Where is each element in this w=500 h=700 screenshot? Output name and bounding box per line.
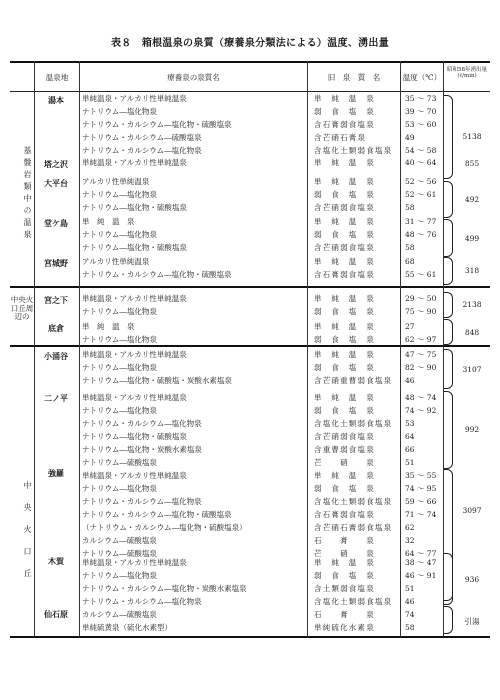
- old-name-cell: 弱 食 塩 泉: [314, 484, 375, 493]
- temperature-cell: 32: [405, 536, 415, 545]
- temperature-cell: 64: [405, 432, 415, 441]
- temperature-cell: 55 〜 61: [405, 270, 437, 279]
- group-periphery: 中央火口丘周辺の: [10, 295, 34, 322]
- old-name-cell: 含芒硝重曹弱食塩泉: [314, 376, 393, 385]
- vrule-4: [400, 61, 401, 637]
- quality-cell: ナトリウム―硫酸塩泉: [82, 458, 157, 467]
- temperature-cell: 49: [405, 133, 415, 142]
- flow-sokokura: 848: [464, 328, 480, 337]
- rule-section-2: [10, 345, 490, 347]
- old-name-cell: 単 純 温 泉: [314, 350, 375, 359]
- temperature-cell: 38 〜 47: [405, 558, 437, 567]
- old-name-cell: 単 純 温 泉: [314, 471, 375, 480]
- location-yumoto: 湯本: [48, 95, 64, 105]
- header-temperature: 温度（℃）: [402, 73, 442, 82]
- brace-yumoto: [444, 95, 453, 179]
- temperature-cell: 48 〜 74: [405, 393, 437, 402]
- flow-ninotaira: 992: [464, 425, 480, 434]
- flow-sengokuhara: 引湯: [464, 617, 480, 626]
- quality-cell: （ナトリウム・カルシウム―塩化物・硫酸塩泉）: [82, 523, 247, 532]
- brace-kowakidani: [444, 349, 453, 389]
- old-name-cell: 石 膏 泉: [314, 610, 375, 619]
- brace-kiga: [444, 553, 453, 605]
- brace-miyanoshita: [444, 292, 453, 318]
- old-name-cell: 含重曹弱食塩泉: [314, 445, 375, 454]
- old-name-cell: 弱 食 塩 泉: [314, 335, 375, 344]
- rule-section-1: [10, 286, 490, 288]
- flow-yumoto: 5138: [462, 132, 482, 141]
- temperature-cell: 74 〜 95: [405, 484, 437, 493]
- temperature-cell: 59 〜 66: [405, 497, 437, 506]
- temperature-cell: 52 〜 61: [405, 190, 437, 199]
- temperature-cell: 29 〜 50: [405, 294, 437, 303]
- temperature-cell: 75 〜 90: [405, 307, 437, 316]
- quality-cell: ナトリウム―塩化物・硫酸塩泉: [82, 243, 187, 252]
- quality-cell: 単 純 温 泉: [82, 322, 135, 331]
- old-name-cell: 含塩化土類弱食塩泉: [314, 146, 393, 155]
- temperature-cell: 52 〜 56: [405, 177, 437, 186]
- flow-tonosawa: 855: [464, 159, 480, 168]
- quality-cell: ナトリウム―硫酸塩泉: [82, 549, 157, 558]
- old-name-cell: 弱 食 塩 泉: [314, 571, 375, 580]
- quality-cell: 単純温泉・アルカリ性単純温泉: [82, 471, 187, 480]
- old-name-cell: 含芒硝弱食塩泉: [314, 432, 375, 441]
- location-ninotaira: 二ノ平: [44, 393, 68, 403]
- location-miyagino: 宮城野: [44, 258, 68, 268]
- quality-cell: ナトリウム・カルシウム―塩化物泉: [82, 497, 202, 506]
- brace-sokokura: [444, 319, 453, 345]
- header-location: 温泉地: [45, 73, 69, 82]
- quality-cell: 単純温泉・アルカリ性単純温泉: [82, 294, 187, 303]
- header-old-name: 旧 泉 質 名: [327, 73, 381, 82]
- temperature-cell: 66: [405, 445, 415, 454]
- temperature-cell: 58: [405, 623, 415, 632]
- location-tonosawa: 塔之沢: [44, 159, 68, 169]
- header-quality: 療養泉の泉質名: [167, 73, 220, 82]
- temperature-cell: 62: [405, 523, 415, 532]
- old-name-cell: 単 純 温 泉: [314, 257, 375, 266]
- temperature-cell: 71 〜 74: [405, 510, 437, 519]
- flow-ohiradai: 492: [464, 195, 480, 204]
- old-name-cell: 単 純 温 泉: [314, 217, 375, 226]
- old-name-cell: 含芒硝石膏泉: [314, 133, 367, 142]
- quality-cell: ナトリウム―塩化物泉: [82, 406, 157, 415]
- temperature-cell: 31 〜 77: [405, 217, 437, 226]
- old-name-cell: 含芒硝弱食塩泉: [314, 203, 375, 212]
- quality-cell: ナトリウム―塩化物泉: [82, 363, 157, 372]
- rule-header: [10, 91, 490, 92]
- location-gora: 強羅: [48, 468, 64, 478]
- old-name-cell: 単 純 温 泉: [314, 558, 375, 567]
- temperature-cell: 54 〜 58: [405, 146, 437, 155]
- temperature-cell: 51: [405, 584, 415, 593]
- old-name-cell: 弱 食 塩 泉: [314, 230, 375, 239]
- temperature-cell: 74 〜 92: [405, 406, 437, 415]
- quality-cell: ナトリウム・カルシウム―塩化物・硫酸塩泉: [82, 510, 232, 519]
- old-name-cell: 単純硫化水素泉: [314, 623, 375, 632]
- quality-cell: ナトリウム―塩化物泉: [82, 230, 157, 239]
- temperature-cell: 51: [405, 458, 415, 467]
- group-basement-rock: 基盤岩類中の温泉: [23, 146, 32, 242]
- quality-cell: ナトリウム―塩化物泉: [82, 107, 157, 116]
- quality-cell: 単純温泉・アルカリ性単純温泉: [82, 158, 187, 167]
- quality-cell: 単 純 温 泉: [82, 217, 135, 226]
- temperature-cell: 27: [405, 322, 415, 331]
- quality-cell: ナトリウム―塩化物泉: [82, 571, 157, 580]
- brace-ninotaira: [444, 391, 453, 469]
- quality-cell: ナトリウム―塩化物泉: [82, 190, 157, 199]
- location-kiga: 木賀: [48, 556, 64, 566]
- temperature-cell: 53 〜 60: [405, 120, 437, 129]
- quality-cell: 単純温泉・アルカリ性単純温泉: [82, 393, 187, 402]
- old-name-cell: 含塩化土類弱食塩泉: [314, 597, 393, 606]
- temperature-cell: 35 〜 73: [405, 94, 437, 103]
- old-name-cell: 芒 硝 泉: [314, 549, 375, 558]
- temperature-cell: 68: [405, 257, 415, 266]
- quality-cell: ナトリウム・カルシウム―塩化物泉: [82, 419, 202, 428]
- quality-cell: 単純温泉・アルカリ性単純温泉: [82, 350, 187, 359]
- temperature-cell: 48 〜 76: [405, 230, 437, 239]
- old-name-cell: 石 膏 泉: [314, 536, 375, 545]
- temperature-cell: 35 〜 55: [405, 471, 437, 480]
- location-miyanoshita: 宮之下: [44, 295, 68, 305]
- quality-cell: ナトリウム・カルシウム―塩化物泉: [82, 597, 202, 606]
- temperature-cell: 82 〜 90: [405, 363, 437, 372]
- location-sokokura: 底倉: [48, 323, 64, 333]
- quality-cell: ナトリウム・カルシウム―塩化物・硫酸塩泉: [82, 120, 232, 129]
- quality-cell: ナトリウム―塩化物泉: [82, 484, 157, 493]
- table-title: 表８ 箱根温泉の泉質（療養泉分類法による）温度、湧出量: [110, 38, 390, 49]
- temperature-cell: 74: [405, 610, 415, 619]
- old-name-cell: 弱 食 塩 泉: [314, 406, 375, 415]
- temperature-cell: 53: [405, 419, 415, 428]
- temperature-cell: 58: [405, 203, 415, 212]
- quality-cell: カルシウム―硫酸塩泉: [82, 610, 157, 619]
- old-name-cell: 含芒硝石膏弱食塩泉: [314, 523, 393, 532]
- quality-cell: ナトリウム・カルシウム―硫酸塩泉: [82, 133, 202, 142]
- old-name-cell: 含石膏弱食塩泉: [314, 120, 375, 129]
- quality-cell: ナトリウム―塩化物泉: [82, 335, 157, 344]
- old-name-cell: 単 純 温 泉: [314, 158, 375, 167]
- old-name-cell: 単 純 温 泉: [314, 94, 375, 103]
- location-dogashima: 堂ケ島: [44, 218, 68, 228]
- brace-dogashima: [444, 219, 453, 257]
- vrule-2: [79, 61, 80, 637]
- temperature-cell: 47 〜 75: [405, 350, 437, 359]
- flow-gora: 3097: [462, 506, 482, 515]
- old-name-cell: 含土類弱食塩泉: [314, 584, 375, 593]
- old-name-cell: 含塩化土類弱食塩泉: [314, 419, 393, 428]
- flow-dogashima: 499: [464, 234, 480, 243]
- old-name-cell: 弱 食 塩 泉: [314, 190, 375, 199]
- old-name-cell: 含石膏弱食塩泉: [314, 270, 375, 279]
- hot-spring-table: [10, 61, 490, 637]
- quality-cell: ナトリウム―塩化物・硫酸塩泉: [82, 432, 187, 441]
- location-ohiradai: 大平台: [44, 178, 68, 188]
- vrule-3: [307, 61, 308, 637]
- quality-cell: 単純温泉・アルカリ性単純温泉: [82, 94, 187, 103]
- old-name-cell: 芒 硝 泉: [314, 458, 375, 467]
- location-kowakidani: 小涌谷: [44, 351, 68, 361]
- quality-cell: ナトリウム・カルシウム―塩化物・炭酸水素塩泉: [82, 584, 247, 593]
- quality-cell: ナトリウム―塩化物・硫酸塩泉: [82, 203, 187, 212]
- vrule-1: [34, 61, 35, 637]
- brace-sengokuhara: [444, 606, 453, 634]
- old-name-cell: 含石膏弱食塩泉: [314, 510, 375, 519]
- old-name-cell: 単 純 温 泉: [314, 294, 375, 303]
- old-name-cell: 弱 食 塩 泉: [314, 307, 375, 316]
- old-name-cell: 単 純 温 泉: [314, 393, 375, 402]
- quality-cell: 単純温泉・アルカリ性単純温泉: [82, 558, 187, 567]
- old-name-cell: 弱 食 塩 泉: [314, 107, 375, 116]
- brace-miyagino: [444, 257, 453, 285]
- old-name-cell: 単 純 温 泉: [314, 322, 375, 331]
- temperature-cell: 46 〜 91: [405, 571, 437, 580]
- quality-cell: 単純硫黄泉（硫化水素型）: [82, 623, 172, 632]
- flow-miyanoshita: 2138: [462, 300, 482, 309]
- temperature-cell: 40 〜 64: [405, 158, 437, 167]
- quality-cell: アルカリ性単純温泉: [82, 177, 150, 186]
- group-central-cone: 中央火口丘: [23, 481, 32, 591]
- flow-kowakidani: 3107: [462, 365, 482, 374]
- temperature-cell: 46: [405, 376, 415, 385]
- rule-bottom: [10, 636, 490, 638]
- location-sengokuhara: 仙石原: [44, 609, 68, 619]
- temperature-cell: 64 〜 77: [405, 549, 437, 558]
- quality-cell: アルカリ性単純温泉: [82, 257, 150, 266]
- temperature-cell: 39 〜 70: [405, 107, 437, 116]
- header-flow: 昭和58年湧出量(ℓ/min): [447, 67, 487, 80]
- rule-top: [10, 61, 490, 63]
- flow-kiga: 936: [464, 575, 480, 584]
- quality-cell: カルシウム―硫酸塩泉: [82, 536, 157, 545]
- quality-cell: ナトリウム―塩化物・硫酸塩・炭酸水素塩泉: [82, 376, 232, 385]
- old-name-cell: 弱 食 塩 泉: [314, 363, 375, 372]
- old-name-cell: 含芒硝弱食塩泉: [314, 243, 375, 252]
- quality-cell: ナトリウム―塩化物・炭酸水素塩泉: [82, 445, 202, 454]
- quality-cell: ナトリウム―塩化物泉: [82, 307, 157, 316]
- old-name-cell: 単 純 温 泉: [314, 177, 375, 186]
- temperature-cell: 46: [405, 597, 415, 606]
- temperature-cell: 58: [405, 243, 415, 252]
- old-name-cell: 含塩化土類弱食塩泉: [314, 497, 393, 506]
- quality-cell: ナトリウム・カルシウム―塩化物泉: [82, 146, 202, 155]
- temperature-cell: 62 〜 97: [405, 335, 437, 344]
- brace-ohiradai: [444, 181, 453, 218]
- quality-cell: ナトリウム・カルシウム―塩化物・硫酸塩泉: [82, 270, 232, 279]
- flow-miyagino: 318: [464, 266, 480, 275]
